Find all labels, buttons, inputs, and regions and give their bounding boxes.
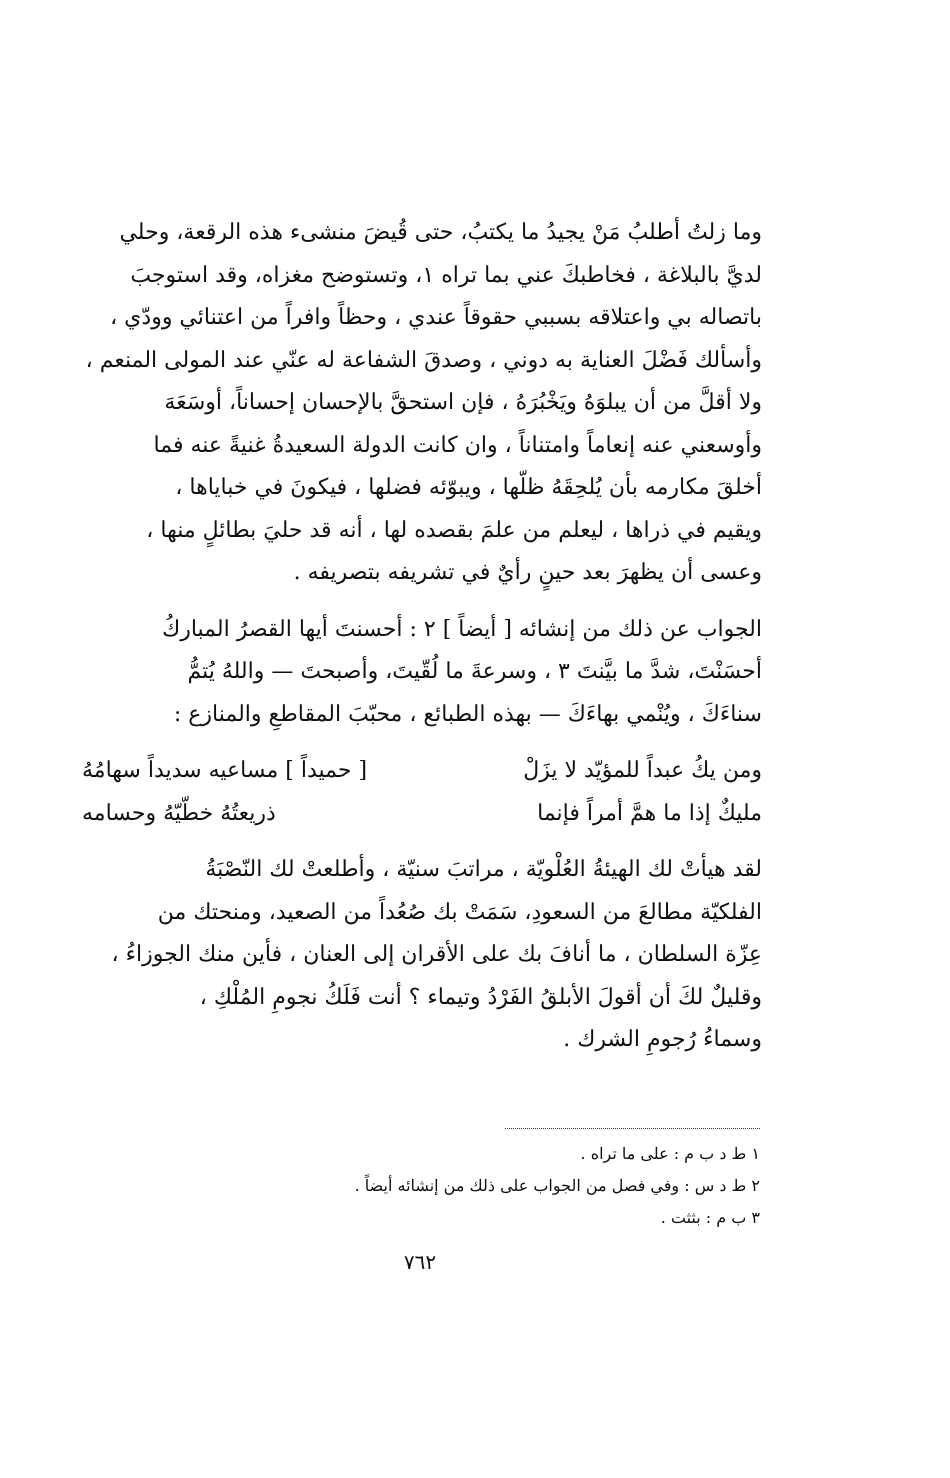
verse-first-hemistich: مليكٌ إذا ما همَّ أمراً فإنما — [537, 800, 762, 826]
footnote: ٢ ط د س : وفي فصل من الجواب على ذلك من إنشائه أيضاً . — [354, 1176, 760, 1195]
text-line: الجواب عن ذلك من إنشائه [ أيضاً ] ٢ : أحسنتَ أيها القصرُ المباركُ — [162, 616, 762, 642]
text-line: وأوسعني عنه إنعاماً وامتناناً ، وان كانت الدولة السعيدةُ غنيةً عنه فما — [153, 432, 762, 458]
text-line: وعسى أن يظهرَ بعد حينٍ رأيٌ في تشريفه بتصريفه . — [293, 560, 762, 585]
text-line: أحسَنْتَ، شدَّ ما بيَّنتَ ٣ ، وسرعةَ ما لُقّيتَ، وأصبحتَ — واللهُ يُتمُّ — [187, 659, 762, 684]
text-line: ويقيم في ذراها ، ليعلم من علمَ بقصده لها ، أنه قد حليَ بطائلٍ منها ، — [146, 517, 762, 543]
paragraph-gap — [82, 595, 762, 609]
footnote-separator — [505, 1128, 760, 1129]
text-line: الفلكيّة مطالعَ من السعودِ، سَمَتْ بك صُعُداً من الصعيد، ومنحتك من — [157, 899, 762, 925]
text-line: سناءَكَ ، ويُنْمي بهاءَكَ — بهذه الطبائع ، محبّبَ المقاطعِ والمنازع : — [173, 701, 762, 727]
paragraph-3 — [82, 849, 762, 1062]
verse-first-hemistich: ومن يكُ عبداً للمؤيّد لا يزَلْ — [523, 758, 762, 783]
footnotes — [250, 1138, 760, 1234]
text-line: عِزّة السلطان ، ما أنافَ بك على الأقران إلى العنان ، فأين منك الجوزاءُ ، — [111, 942, 762, 967]
text-line: وأسألك فَضْلَ العناية به دوني ، وصدقَ الشفاعة له عنّي عند المولى المنعم ، — [85, 347, 762, 373]
paragraph-gap — [82, 736, 762, 750]
verse-second-hemistich: ذريعتُهُ خطّيّهُ وحسامه — [82, 800, 276, 826]
paragraph-1 — [82, 212, 762, 595]
footnote: ١ ط د ب م : على ما تراه . — [580, 1144, 760, 1163]
main-text — [82, 212, 762, 1062]
footnote: ٣ ب م : بثثت . — [660, 1208, 760, 1227]
text-line: وقليلٌ لكَ أن أقولَ الأبلقُ الفَرْدُ وتيماء ؟ أنت فَلَكُ نجومِ المُلْكِ ، — [199, 984, 762, 1010]
text-line: لقد هيأتْ لك الهيئةُ العُلْويّة ، مراتبَ سنيّة ، وأطلعتْ لك النّصْبَةُ — [205, 857, 762, 882]
text-line: ولا أقلَّ من أن يبلوَهُ ويَخْبُرَهُ ، فإن استحقَّ بالإحسان إحساناً، أوسَعَهَ — [164, 390, 762, 415]
paragraph-gap — [82, 835, 762, 849]
text-line: باتصاله بي واعتلاقه بسببي حقوقاً عندي ، وحظاً وافراً من اعتنائي وودّي ، — [110, 305, 762, 330]
text-line: وما زلتُ أطلبُ مَنْ يجيدُ ما يكتبُ، حتى قُيضَ منشىء هذه الرقعة، وحلي — [119, 220, 762, 245]
verse-second-hemistich: [ حميداً ] مساعيه سديداً سهامُهُ — [82, 758, 368, 783]
poem-verses — [82, 750, 762, 835]
verse-line — [82, 750, 762, 793]
text-line: أخلقَ مكارمه بأن يُلحِقَهُ ظلّها ، ويبوّئه فضلها ، فيكونَ في خباياها ، — [175, 475, 762, 500]
verse-line — [82, 793, 762, 836]
page-number: ٧٦٢ — [403, 1250, 437, 1274]
paragraph-2 — [82, 609, 762, 737]
text-line: وسماءُ رُجومِ الشرك . — [563, 1027, 762, 1052]
text-line: لديَّ بالبلاغة ، فخاطبكَ عني بما تراه ١، وتستوضح مغزاه، وقد استوجبَ — [130, 262, 762, 288]
